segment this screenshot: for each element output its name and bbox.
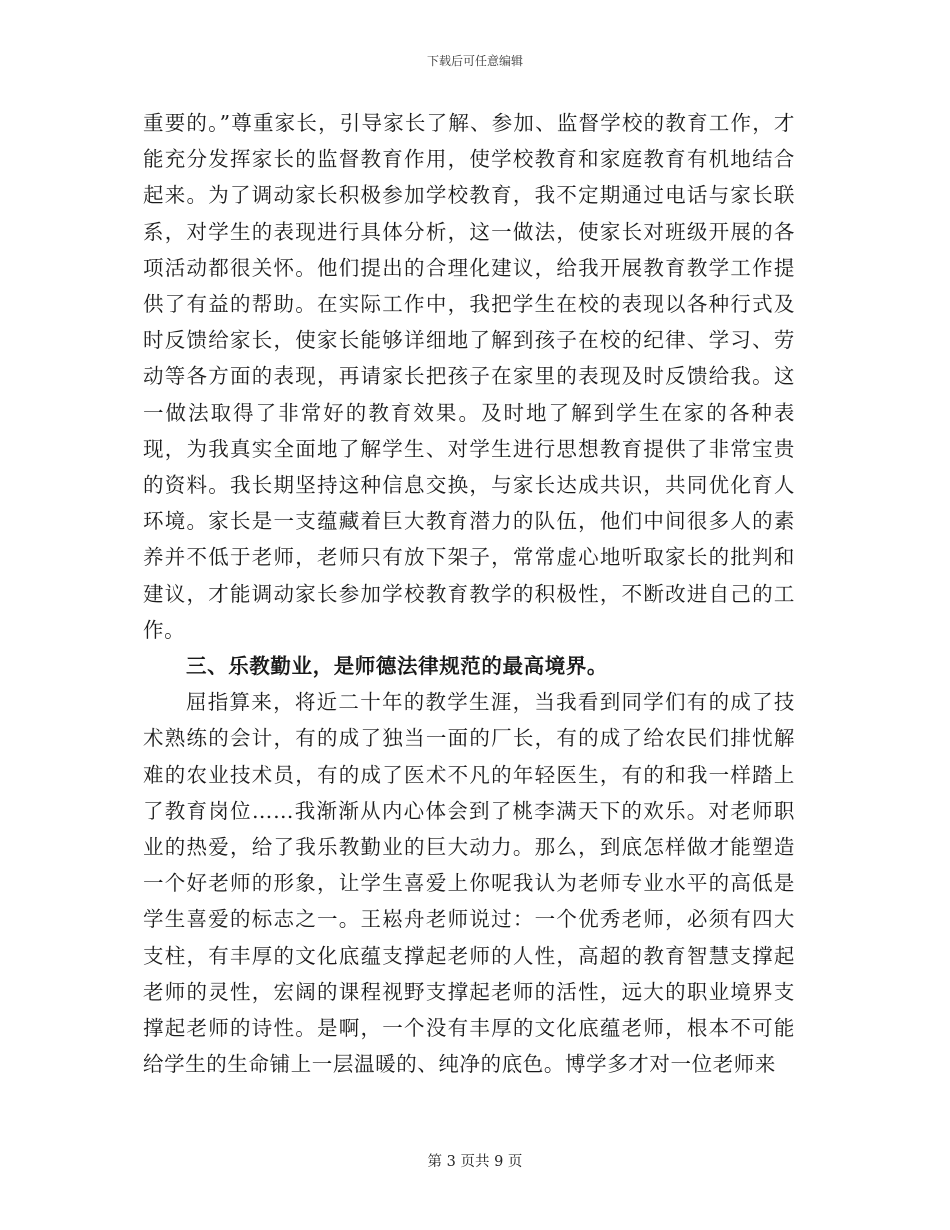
section-heading-3: 三、乐教勤业，是师德法律规范的最高境界。 <box>186 654 608 679</box>
page-header: 下载后可任意编辑 <box>426 54 523 68</box>
page-footer: 第 3 页共 9 页 <box>427 1154 523 1170</box>
paragraph-teaching-career: 屈指算来，将近二十年的教学生涯，当我看到同学们有的成了技术熟练的会计，有的成了独当一面的厂长，有的成了给农民们排忧解难的农业技术员，有的成了医术不凡的年轻医生，有的和我一样踏上了教育岗位……我渐渐从内心体会到了桃李满天下的欢乐。对老师职业的热爱，给了我乐教勤业的巨大动力。那么，到底怎样做才能塑造一个好老师的形象，让学生喜爱上你呢我认为老师专业水平的高低是学生喜爱的标志之一。王崧舟老师说过：一个优秀老师，必须有四大支柱，有丰厚的文化底蕴支撑起老师的人性，高超的教育智慧支撑起老师的灵性，宏阔的课程视野支撑起老师的活性，远大的职业境界支撑起老师的诗性。是啊，一个没有丰厚的文化底蕴老师，根本不可能给学生的生命铺上一层温暖的、纯净的底色。博学多才对一位老师来 <box>143 690 795 1077</box>
paragraph-parent-communication: 重要的。”尊重家长，引导家长了解、参加、监督学校的教育工作，才能充分发挥家长的监督教育作用，使学校教育和家庭教育有机地结合起来。为了调动家长积极参加学校教育，我不定期通过电话与家长联系，对学生的表现进行具体分析，这一做法，使家长对班级开展的各项活动都很关怀。他们提出的合理化建议，给我开展教育教学工作提供了有益的帮助。在实际工作中，我把学生在校的表现以各种行式及时反馈给家长，使家长能够详细地了解到孩子在校的纪律、学习、劳动等各方面的表现，再请家长把孩子在家里的表现及时反馈给我。这一做法取得了非常好的教育效果。及时地了解到学生在家的各种表现，为我真实全面地了解学生、对学生进行思想教育提供了非常宝贵的资料。我长期坚持这种信息交换，与家长达成共识，共同优化育人环境。家长是一支蕴藏着巨大教育潜力的队伍，他们中间很多人的素养并不低于老师，老师只有放下架子，常常虚心地听取家长的批判和建议，才能调动家长参加学校教育教学的积极性，不断改进自己的工作。 <box>143 111 795 642</box>
document-body <box>143 105 795 1082</box>
